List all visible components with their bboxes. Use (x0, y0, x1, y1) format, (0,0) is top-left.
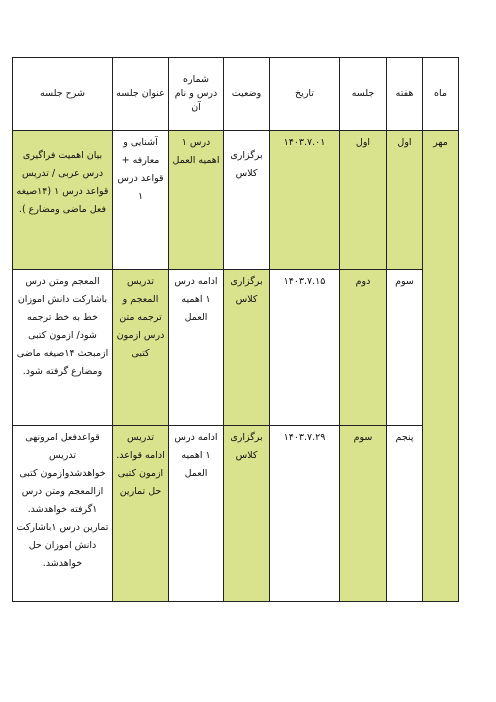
lesson-plan-table (12, 57, 459, 602)
status-cell: برگزاری کلاس (224, 131, 270, 270)
title-cell: تدریس ادامه قواعد. ازمون کتبی حل تمارین (113, 426, 169, 602)
header-row (13, 58, 459, 131)
status-cell: برگزاری کلاس (224, 426, 270, 602)
table-row (13, 426, 459, 602)
header-week: هفته (387, 58, 423, 131)
date-cell: ۱۴۰۳.۷.۰۱ (270, 131, 340, 270)
week-cell: پنجم (387, 426, 423, 602)
title-cell: تدریس المعجم و ترجمه متن درس ازمون کتبی (113, 270, 169, 426)
title-cell: آشنایی و معارفه + قواعد درس ۱ (113, 131, 169, 270)
week-cell: اول (387, 131, 423, 270)
header-title: عنوان جلسه (113, 58, 169, 131)
session-cell: سوم (340, 426, 387, 602)
lesson-cell: درس ۱ اهمیه العمل (169, 131, 224, 270)
header-status: وضعیت (224, 58, 270, 131)
header-lesson: شماره درس و نام آن (169, 58, 224, 131)
lesson-cell: ادامه درس ۱ اهمیه العمل (169, 426, 224, 602)
description-cell: المعجم ومتن درس باشارکت دانش اموزان خط به خط ترجمه شود/ ازمون کتبی ازمبحث ۱۴صیغه ماضی ومضارع گرفته شود. (13, 270, 113, 426)
month-cell: مهر (423, 131, 459, 602)
session-cell: اول (340, 131, 387, 270)
header-description: شرح جلسه (13, 58, 113, 131)
header-session: جلسه (340, 58, 387, 131)
header-date: تاریخ (270, 58, 340, 131)
week-cell: سوم (387, 270, 423, 426)
date-cell: ۱۴۰۳.۷.۱۵ (270, 270, 340, 426)
date-cell: ۱۴۰۳.۷.۲۹ (270, 426, 340, 602)
lesson-cell: ادامه درس ۱ اهمیه العمل (169, 270, 224, 426)
status-cell: برگزاری کلاس (224, 270, 270, 426)
description-cell: قواعدفعل امرونهی تدریس خواهدشدوازمون کتبی ازالمعجم ومتن درس ۱گرفته خواهدشد. تمارین درس ۱باشارکت دانش اموزان حل خواهدشد. (13, 426, 113, 602)
description-cell: بیان اهمیت فراگیری درس عربی / تدریس قواعد درس ۱ (۱۴صیغه فعل ماضی ومضارع ). (13, 131, 113, 270)
table-row (13, 270, 459, 426)
header-month: ماه (423, 58, 459, 131)
session-cell: دوم (340, 270, 387, 426)
table-row (13, 131, 459, 270)
